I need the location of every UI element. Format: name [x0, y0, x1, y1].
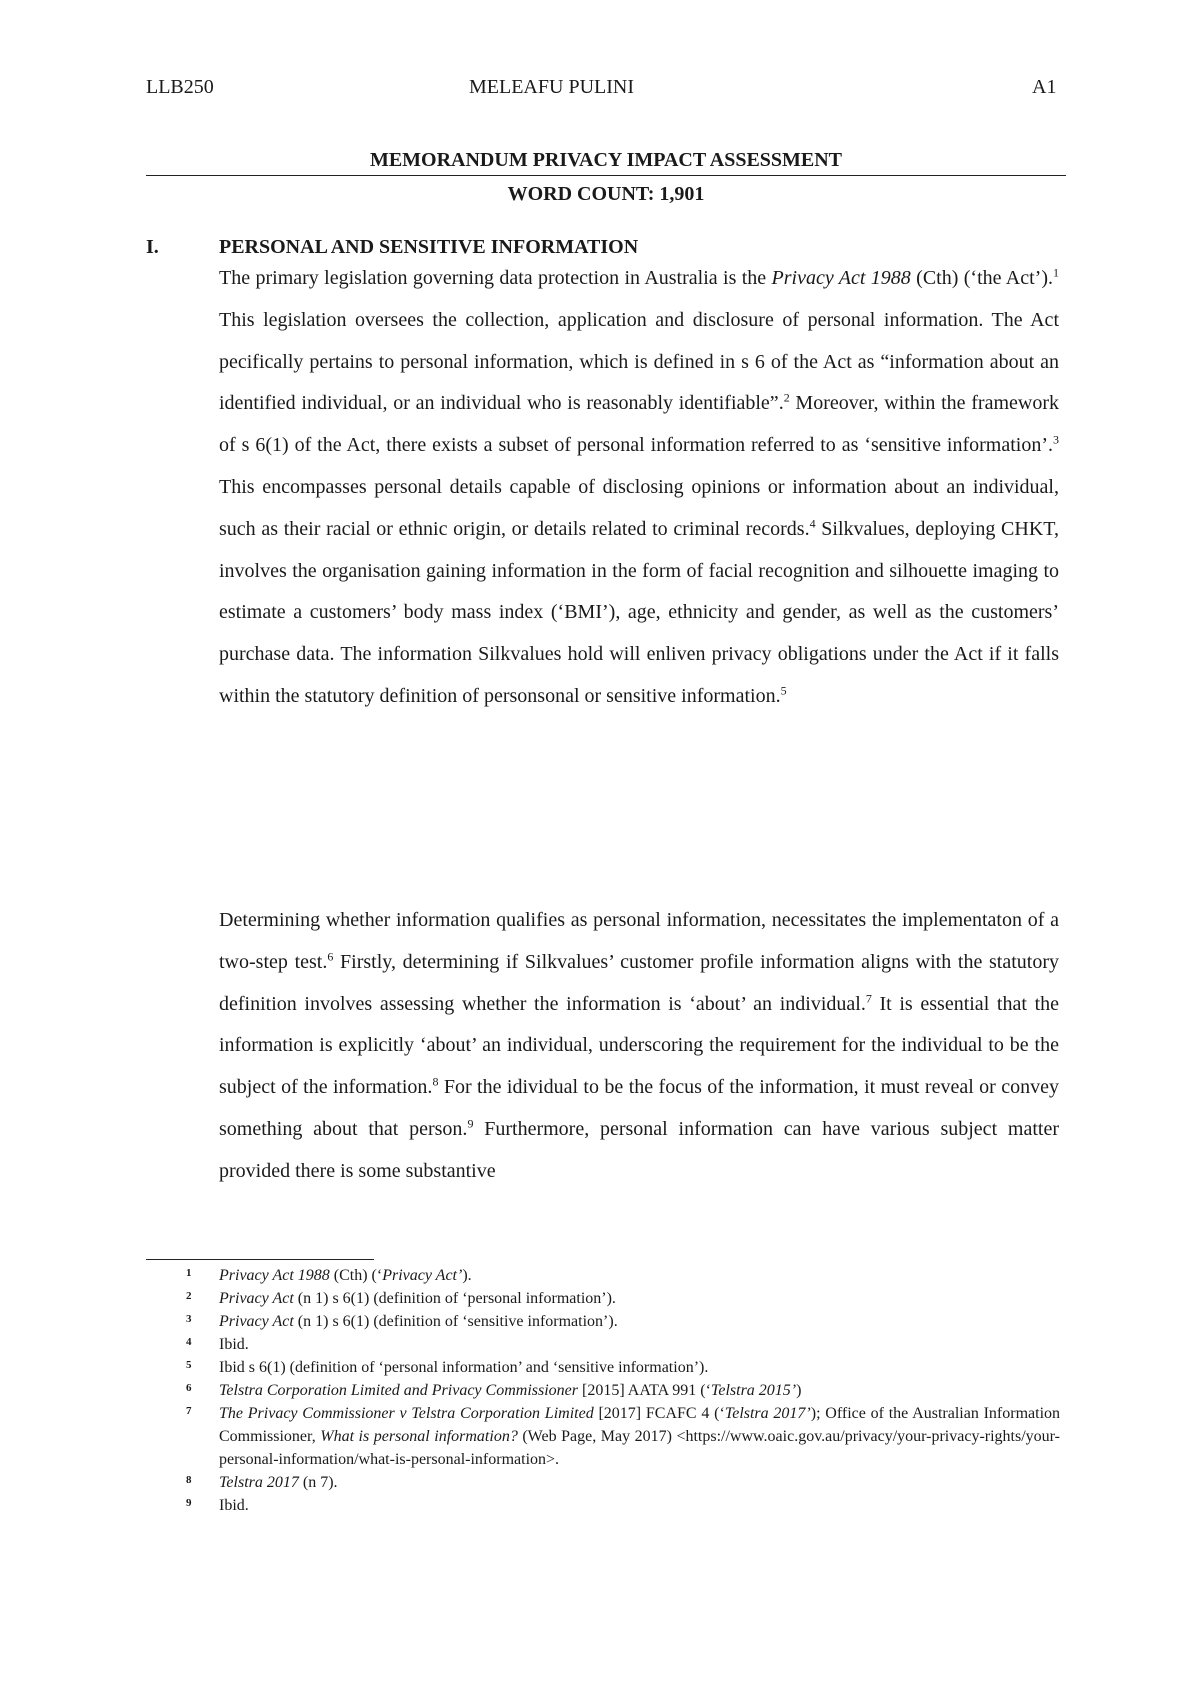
- footnote-number: 5: [186, 1359, 192, 1371]
- word-count: WORD COUNT: 1,901: [507, 183, 705, 205]
- text-run: [2017] FCAFC 4 (‘: [593, 1405, 725, 1422]
- footnote-ref[interactable]: 9: [467, 1116, 474, 1131]
- text-run-italic: Privacy Act 1988: [771, 267, 911, 289]
- text-run: [2015] AATA 991 (‘: [577, 1382, 711, 1399]
- paragraph-2: [219, 900, 1059, 1193]
- footnote-ref[interactable]: 3: [1053, 432, 1059, 447]
- document-title: MEMORANDUM PRIVACY IMPACT ASSESSMENT: [369, 149, 843, 171]
- footnote-number: 9: [186, 1497, 192, 1509]
- footnote-separator: [146, 1259, 374, 1260]
- header-assignment: A1: [1032, 76, 1057, 98]
- title-block: [146, 146, 1066, 208]
- footnote-number: 1: [186, 1267, 192, 1279]
- footnote-5: [146, 1356, 1060, 1379]
- footnote-number: 2: [186, 1290, 192, 1302]
- footnote-1: [146, 1264, 1060, 1287]
- text-run-italic: Telstra Corporation Limited and Privacy Commissioner: [219, 1382, 578, 1399]
- section-heading: [146, 236, 638, 259]
- text-run-italic: The Privacy Commissioner v Telstra Corporation Limited: [219, 1405, 594, 1422]
- text-run: Firstly, determining if Silkvalues’ customer profile information aligns with the statutory definition involves assessing whether the information is ‘about’ an individual.: [219, 950, 1059, 1015]
- title-divider: [146, 175, 1066, 176]
- footnote-6: [146, 1379, 1060, 1402]
- text-run: Determining whether information qualifies as personal information, necessitates the implementaton of a two-step test.: [219, 909, 1059, 973]
- footnote-number: 4: [186, 1336, 192, 1348]
- text-run-italic: Privacy Act: [219, 1313, 294, 1330]
- footnote-number: 7: [186, 1405, 192, 1417]
- text-run: ).: [462, 1267, 472, 1284]
- text-run-italic: Telstra 2017’: [724, 1405, 811, 1422]
- footnote-ref[interactable]: 1: [1053, 265, 1059, 280]
- text-run: (Cth) (‘the Act’).: [910, 267, 1053, 289]
- text-run-italic: Telstra 2017: [219, 1474, 299, 1491]
- header-author: MELEAFU PULINI: [469, 76, 634, 98]
- text-run-italic: Privacy Act’: [382, 1267, 463, 1284]
- footnote-number: 6: [186, 1382, 192, 1394]
- footnotes: [146, 1264, 1060, 1517]
- text-run: Ibid s 6(1) (definition of ‘personal information’ and ‘sensitive information’).: [219, 1359, 709, 1376]
- footnote-number: 8: [186, 1474, 192, 1486]
- text-run-italic: Privacy Act 1988: [219, 1267, 330, 1284]
- text-run: Ibid.: [219, 1336, 249, 1353]
- footnote-ref[interactable]: 7: [865, 990, 872, 1005]
- text-run: This legislation oversees the collection, application and disclosure of personal information. The Act pecifically pertains to personal information, which is defined in s 6 of the Act as “information about an identified individual, or an individual who is reasonably identifiable”.: [219, 308, 1059, 415]
- footnote-ref[interactable]: 8: [432, 1074, 439, 1089]
- section-title: PERSONAL AND SENSITIVE INFORMATION: [219, 236, 639, 258]
- text-run-italic: Privacy Act: [219, 1290, 294, 1307]
- footnote-8: [146, 1471, 1060, 1494]
- text-run: (n 7).: [298, 1474, 338, 1491]
- text-run: Ibid.: [219, 1497, 249, 1514]
- text-run: Furthermore, personal information can have various subject matter provided there is some substantive: [219, 1117, 1059, 1182]
- text-run: ); Office of the Australian Information Commissioner,: [219, 1405, 1061, 1445]
- header-course-code: LLB250: [146, 76, 214, 98]
- footnote-2: [146, 1287, 1060, 1310]
- text-run: (n 1) s 6(1) (definition of ‘sensitive information’).: [293, 1313, 618, 1330]
- footnote-ref[interactable]: 5: [780, 683, 787, 698]
- footnote-ref[interactable]: 2: [783, 390, 790, 405]
- text-run-italic: Telstra 2015’: [710, 1382, 797, 1399]
- footnote-3: [146, 1310, 1060, 1333]
- text-run: It is essential that the information is explicitly ‘about’ an individual, underscoring the requirement for the individual to be the subject of the information.: [219, 992, 1059, 1099]
- footnote-ref[interactable]: 6: [327, 949, 334, 964]
- text-run: ): [796, 1382, 802, 1399]
- text-run: (n 1) s 6(1) (definition of ‘personal information’).: [293, 1290, 616, 1307]
- text-run: The primary legislation governing data protection in Australia is the: [219, 267, 772, 289]
- text-run: Moreover, within the framework of s 6(1) of the Act, there exists a subset of personal information referred to as ‘sensitive information’.: [219, 392, 1059, 457]
- footnote-number: 3: [186, 1313, 192, 1325]
- text-run: This encompasses personal details capable of disclosing opinions or information about an individual, such as their racial or ethnic origin, or details related to criminal records.: [219, 475, 1059, 540]
- footnote-7: [146, 1402, 1060, 1471]
- text-run: For the idividual to be the focus of the information, it must reveal or convey something about that person.: [219, 1076, 1060, 1140]
- section-number: I.: [146, 236, 159, 258]
- paragraph-1: [219, 258, 1059, 718]
- text-run: (Cth) (‘: [329, 1267, 383, 1284]
- footnote-link-text[interactable]: (Web Page, May 2017) <https://www.oaic.gov.au/privacy/your-privacy-rights/your-personal-information/what-is-personal-information>.: [219, 1428, 1061, 1468]
- footnote-9: [146, 1494, 1060, 1517]
- text-run: Silkvalues, deploying CHKT, involves the organisation gaining information in the form of facial recognition and silhouette imaging to estimate a customers’ body mass index (‘BMI’), age, ethnicity and gender, as well as the customers’ purchase data. The information Silkvalues hold will enliven privacy obligations under the Act if it falls within the statutory definition of personsonal or sensitive information.: [219, 517, 1059, 707]
- footnote-ref[interactable]: 4: [809, 516, 816, 531]
- text-run-italic: What is personal information?: [320, 1428, 518, 1445]
- footnote-4: [146, 1333, 1060, 1356]
